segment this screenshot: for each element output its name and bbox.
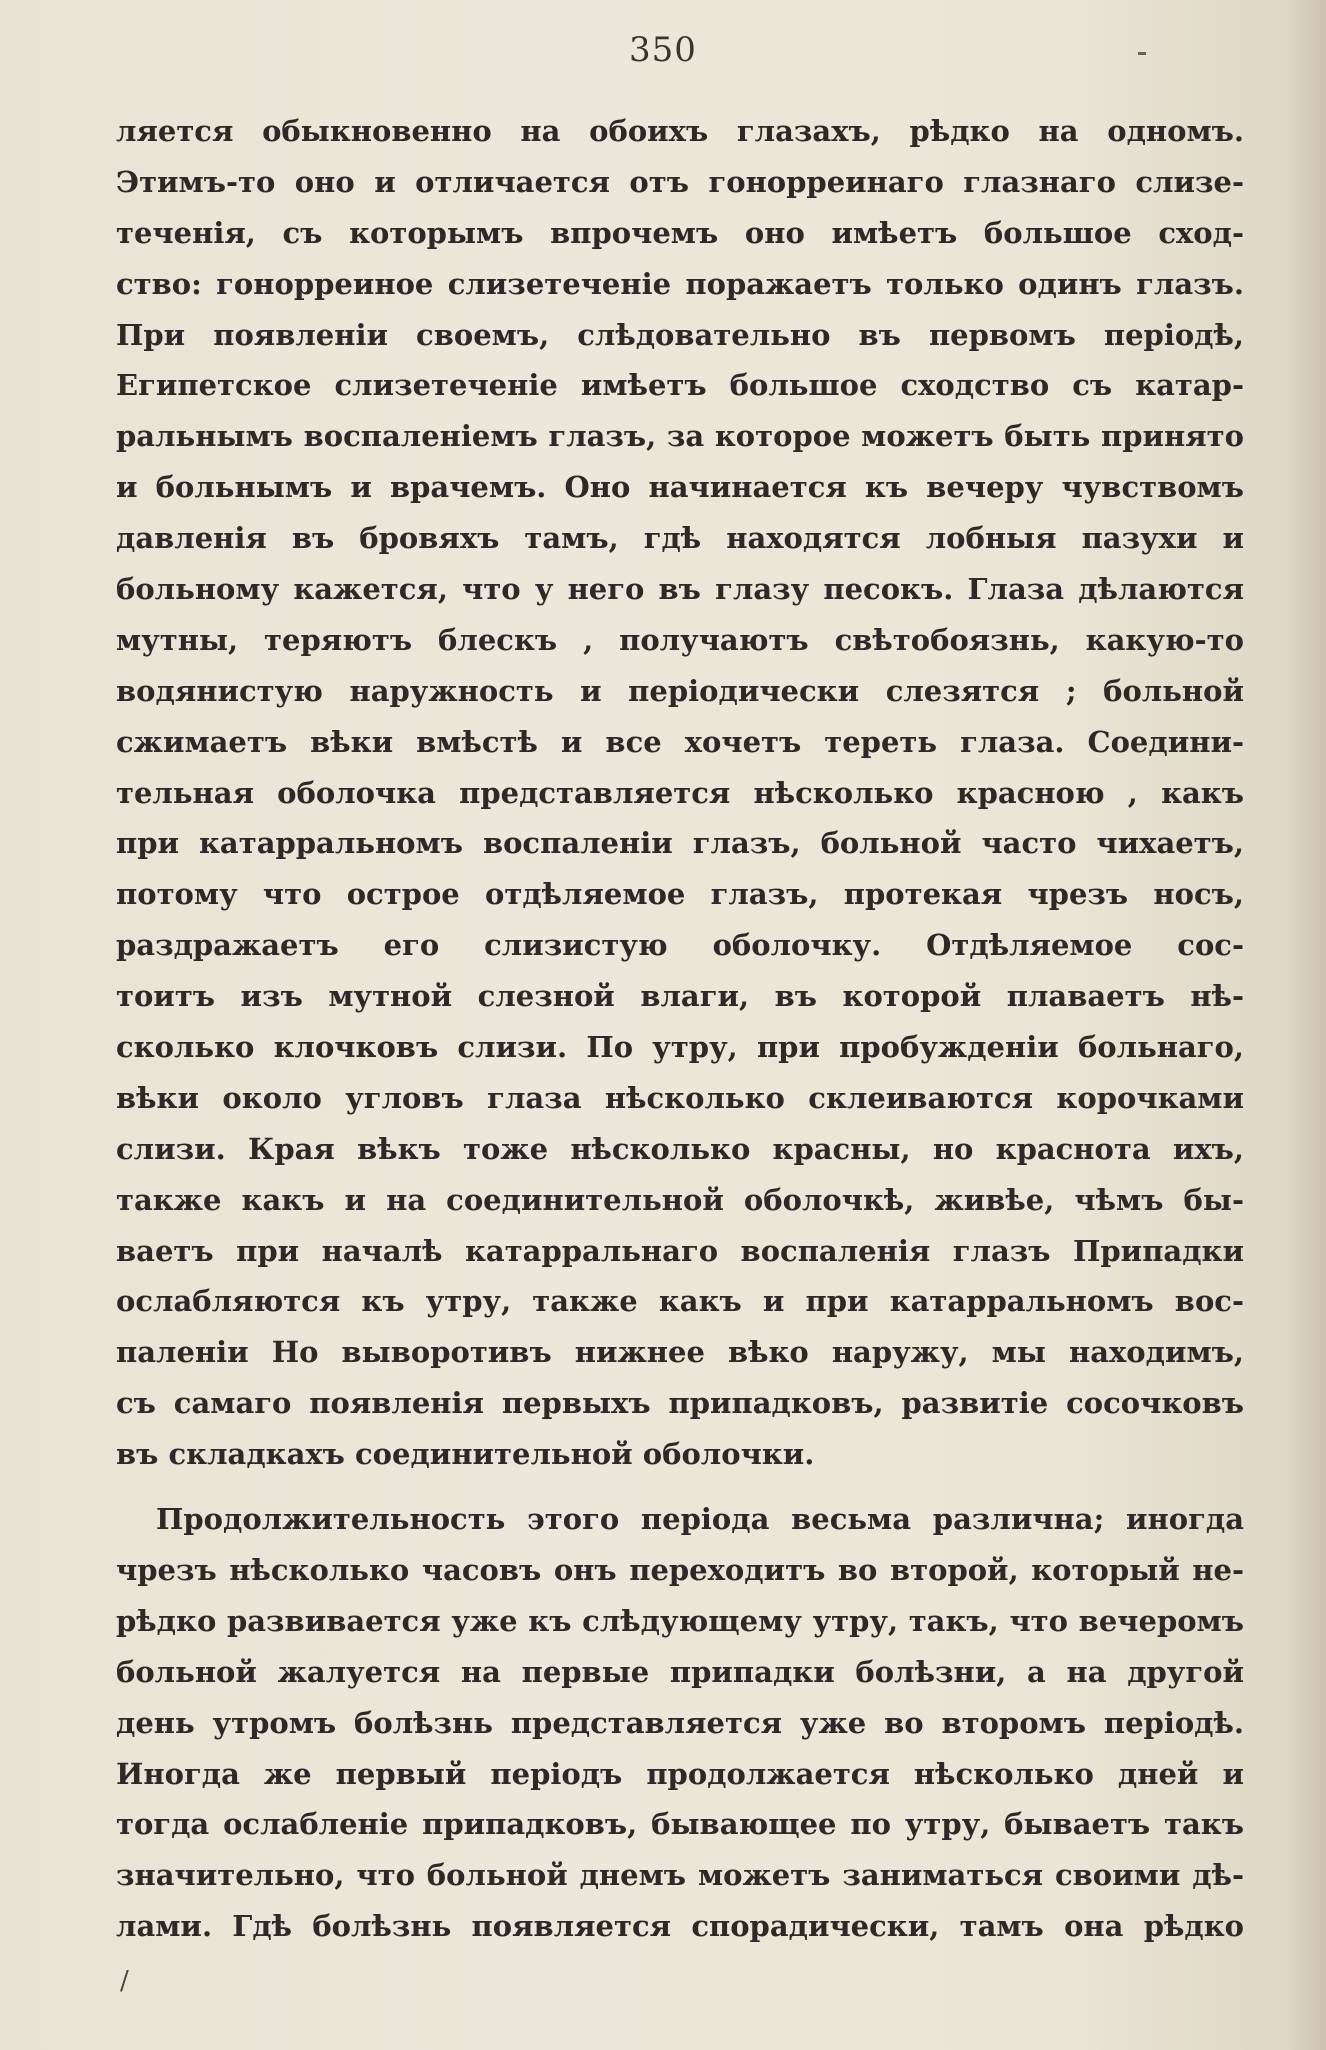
text-line: лами. Гдѣ болѣзнь появляется спорадически, тамъ она рѣдко xyxy=(116,1909,1244,1944)
text-line: Этимъ-то оно и отличается отъ гонорреинаго глазнаго слизе- xyxy=(116,164,1244,199)
text-line: также какъ и на соединительной оболочкѣ, живѣе, чѣмъ бы- xyxy=(116,1182,1244,1217)
text-line: тельная оболочка представляется нѣсколько красною , какъ xyxy=(116,775,1244,810)
text-line: водянистую наружность и періодически слезятся ; больной xyxy=(116,673,1244,708)
text-line: тогда ослабленіе припадковъ, бывающее по утру, бываетъ такъ xyxy=(116,1807,1244,1842)
text-line: Продолжительность этого періода весьма различна; иногда xyxy=(156,1502,1244,1537)
text-line: сжимаетъ вѣки вмѣстѣ и все хочетъ тереть глаза. Соедини- xyxy=(116,724,1244,759)
text-line: чрезъ нѣсколько часовъ онъ переходитъ во второй, который не- xyxy=(116,1552,1244,1587)
text-line: ральнымъ воспаленіемъ глазъ, за которое можетъ быть принято xyxy=(116,419,1244,454)
text-line: рѣдко развивается уже къ слѣдующему утру, такъ, что вечеромъ xyxy=(116,1603,1244,1638)
text-line: теченія, съ которымъ впрочемъ оно имѣетъ большое сход- xyxy=(116,215,1244,250)
stray-ink-mark: / xyxy=(120,1966,129,1996)
text-line: вѣки около угловъ глаза нѣсколько склеиваются корочками xyxy=(116,1080,1244,1115)
text-line: тоитъ изъ мутной слезной влаги, въ которой плаваетъ нѣ- xyxy=(116,979,1244,1014)
text-line: въ складкахъ соединительной оболочки. xyxy=(116,1437,815,1472)
text-line: съ самаго появленія первыхъ припадковъ, развитіе сосочковъ xyxy=(116,1386,1244,1421)
text-line: значительно, что больной днемъ можетъ заниматься своими дѣ- xyxy=(116,1858,1244,1893)
text-line: ваетъ при началѣ катарральнаго воспаленія глазъ Припадки xyxy=(116,1233,1244,1268)
text-line: Иногда же первый періодъ продолжается нѣсколько дней и xyxy=(116,1756,1244,1791)
text-line: при катарральномъ воспаленіи глазъ, больной часто чихаетъ, xyxy=(116,826,1244,861)
text-line: паленіи Но выворотивъ нижнее вѣко наружу, мы находимъ, xyxy=(116,1335,1244,1370)
page-edge-shadow xyxy=(1286,0,1326,2050)
text-line: слизи. Края вѣкъ тоже нѣсколько красны, но краснота ихъ, xyxy=(116,1131,1244,1166)
text-line: и больнымъ и врачемъ. Оно начинается къ вечеру чувствомъ xyxy=(116,470,1244,505)
text-line: больному кажется, что у него въ глазу песокъ. Глаза дѣлаются xyxy=(116,572,1244,607)
text-line: ослабляются къ утру, также какъ и при катарральномъ вос- xyxy=(116,1284,1244,1319)
text-line: раздражаетъ его слизистую оболочку. Отдѣляемое сос- xyxy=(116,928,1244,963)
body-text xyxy=(116,106,1244,1952)
text-line: сколько клочковъ слизи. По утру, при пробужденіи больнаго, xyxy=(116,1030,1244,1065)
text-line: мутны, теряютъ блескъ , получаютъ свѣтобоязнь, какую-то xyxy=(116,622,1244,657)
paragraph-gap xyxy=(116,1480,1244,1494)
text-line: больной жалуется на первые припадки болѣзни, а на другой xyxy=(116,1654,1244,1689)
text-line: потому что острое отдѣляемое глазъ, протекая чрезъ носъ, xyxy=(116,877,1244,912)
page-number: 350 xyxy=(629,30,697,70)
paragraph-1 xyxy=(116,106,1244,1480)
text-line: ство: гонорреиное слизетеченіе поражаетъ только одинъ глазъ. xyxy=(116,266,1244,301)
paragraph-2 xyxy=(116,1494,1244,1952)
text-line: При появленіи своемъ, слѣдовательно въ первомъ періодѣ, xyxy=(116,317,1244,352)
text-line: ляется обыкновенно на обоихъ глазахъ, рѣдко на одномъ. xyxy=(116,114,1244,148)
text-line: давленія въ бровяхъ тамъ, гдѣ находятся лобныя пазухи и xyxy=(116,521,1244,556)
text-line: Египетское слизетеченіе имѣетъ большое сходство съ катар- xyxy=(116,368,1244,403)
text-line: день утромъ болѣзнь представляется уже во второмъ періодѣ. xyxy=(116,1705,1244,1740)
